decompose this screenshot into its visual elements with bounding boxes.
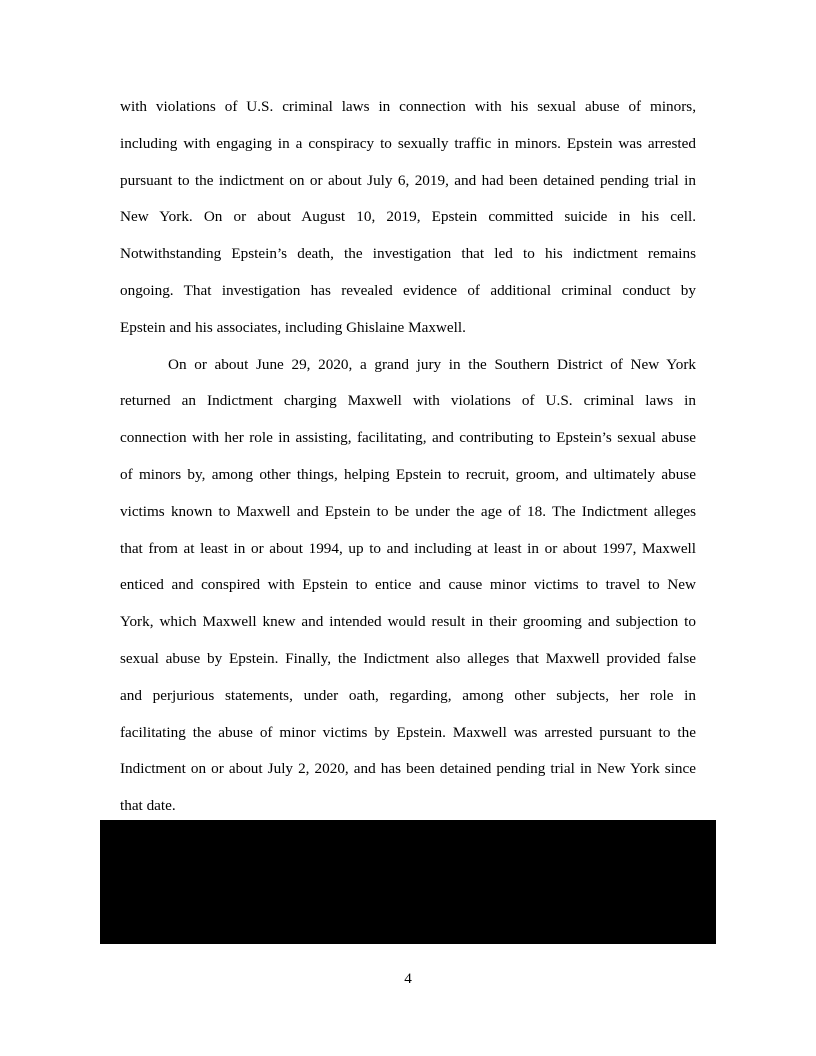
text-line: and perjurious statements, under oath, regarding, among other subjects, her role in	[120, 686, 696, 704]
text-line: enticed and conspired with Epstein to entice and cause minor victims to travel to New	[120, 576, 696, 594]
text-line: victims known to Maxwell and Epstein to be under the age of 18. The Indictment alleges	[120, 502, 696, 520]
page-number: 4	[404, 970, 412, 987]
text-line: with violations of U.S. criminal laws in connection with his sexual abuse of minors,	[120, 98, 696, 115]
text-line: pursuant to the indictment on or about July 6, 2019, and had been detained pending trial in	[120, 171, 696, 189]
text-line: sexual abuse by Epstein. Finally, the Indictment also alleges that Maxwell provided false	[120, 649, 696, 667]
paragraph-2	[120, 347, 696, 825]
text-line: returned an Indictment charging Maxwell with violations of U.S. criminal laws in	[120, 392, 696, 410]
text-line: York, which Maxwell knew and intended would result in their grooming and subjection to	[120, 613, 696, 631]
redaction-block	[100, 820, 716, 944]
text-line: facilitating the abuse of minor victims by Epstein. Maxwell was arrested pursuant to the	[120, 723, 696, 741]
body-text	[120, 89, 696, 825]
text-line: connection with her role in assisting, facilitating, and contributing to Epstein’s sexual abuse	[120, 429, 696, 447]
text-line: that from at least in or about 1994, up to and including at least in or about 1997, Maxwell	[120, 539, 696, 557]
text-line: Epstein and his associates, including Ghislaine Maxwell.	[120, 318, 466, 336]
text-line: Indictment on or about July 2, 2020, and has been detained pending trial in New York since	[120, 760, 696, 778]
text-line: On or about June 29, 2020, a grand jury in the Southern District of New York	[168, 355, 696, 373]
text-line: ongoing. That investigation has revealed evidence of additional criminal conduct by	[120, 281, 696, 299]
text-line: New York. On or about August 10, 2019, Epstein committed suicide in his cell.	[120, 208, 696, 226]
text-line: Notwithstanding Epstein’s death, the investigation that led to his indictment remains	[120, 245, 696, 263]
paragraph-1	[120, 89, 696, 347]
text-line: of minors by, among other things, helping Epstein to recruit, groom, and ultimately abuse	[120, 465, 696, 483]
text-line: including with engaging in a conspiracy to sexually traffic in minors. Epstein was arrested	[120, 134, 696, 152]
text-line: that date.	[120, 797, 176, 815]
